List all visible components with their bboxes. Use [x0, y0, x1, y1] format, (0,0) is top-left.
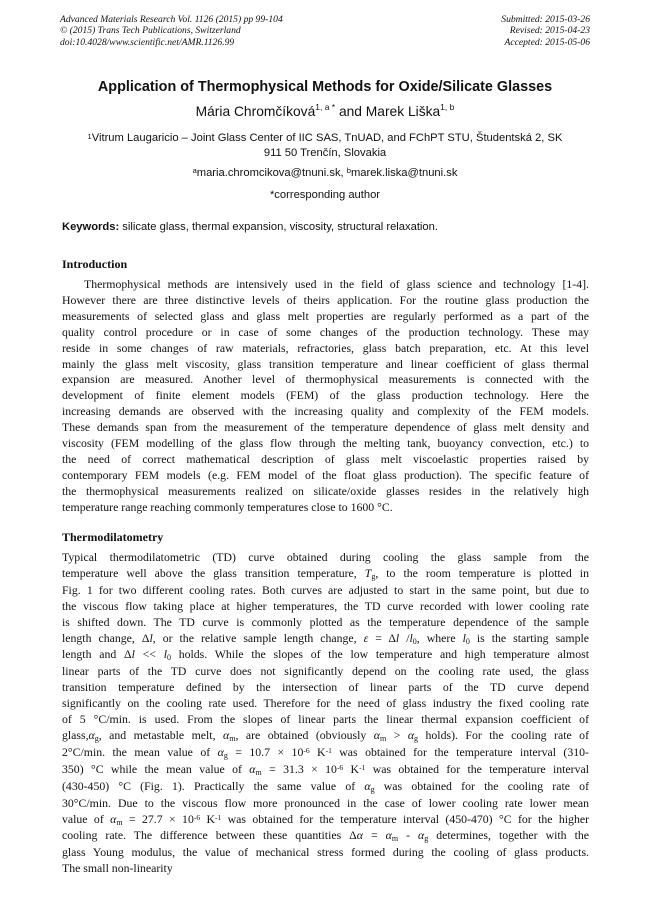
text-line: expansion are measured. Another level of thermophysical measurements is connected with the — [62, 372, 589, 387]
thermodilatometry-paragraph — [62, 550, 589, 877]
email-line — [30, 167, 620, 179]
affiliation-line: Vitrum Laugaricio – Joint Glass Center of IIC SAS, TnUAD, and FChPT STU, Študentská 2, SK — [91, 132, 563, 144]
author-affiliation-mark: 1, a * — [315, 102, 336, 112]
text-line: reside in some changes of raw materials, refractories, glass batch preparation, etc. At this level — [62, 340, 589, 355]
dates-header — [501, 14, 590, 48]
submitted-date: Submitted: 2015-03-26 — [501, 14, 590, 25]
affiliation — [62, 131, 588, 160]
text-line: is shifted down. The TD curve is commonly plotted as the temperature dependence of the sample — [62, 614, 589, 629]
text-line: significantly on the cooling rate used. Therefore for the need of glass industry the fixed cooling rate — [62, 696, 589, 711]
paper-title: Application of Thermophysical Methods for Oxide/Silicate Glasses — [97, 79, 553, 95]
affiliation-line: 911 50 Trenčín, Slovakia — [263, 146, 387, 159]
text-line: However there are three distinctive levels of theirs application. For the routine glass production the — [62, 292, 589, 307]
email-mark: b — [346, 166, 351, 175]
author-name: Mária Chromčíková — [195, 104, 316, 119]
text-line: the need of correct mathematical description of glass melt viscoelastic properties raised by — [62, 451, 589, 466]
author-email: maria.chromcikova@tnuni.sk, — [196, 167, 347, 179]
doi-line: doi:10.4028/www.scientific.net/AMR.1126.99 — [60, 36, 235, 48]
text-line: length and $\Delta l << l_0$ holds. While the slopes of the low temperature and high temperature almost — [62, 647, 589, 663]
text-line: Thermophysical methods are intensively used in the field of glass science and technology [1-4]. — [84, 277, 589, 291]
text-line: length change, Δl, or the relative sample length change, ε = Δl $/l_0$, where $l_0$ is the starting sample — [62, 630, 589, 646]
text-line: value of $\alpha_m = 27.7 \times 10^{-6}$ $K^{-1}$ was obtained for the temperature interval (450-470) °C for the higher — [62, 811, 590, 827]
text-line: linear parts of the TD curve does not significantly depend on the cooling rate used, the glass — [62, 664, 589, 679]
section-heading-thermodilatometry: Thermodilatometry — [62, 530, 164, 544]
text-line: 2°C/min. the mean value of $\alpha_g = 10.7 \times 10^{-6}$ $K^{-1}$ was obtained for the temperature interval (310- — [62, 744, 589, 760]
accepted-date: Accepted: 2015-05-06 — [504, 36, 590, 48]
author-email: marek.liska@tnuni.sk — [350, 167, 458, 179]
author-line — [30, 104, 620, 119]
introduction-paragraph — [62, 277, 589, 516]
section-heading-introduction: Introduction — [62, 257, 128, 271]
text-line: measurements of selected glass and glass melt properties are regularly performed as a part of the — [62, 308, 589, 323]
text-line: transition temperature defined by the intersection of linear parts of the TD curve depend — [62, 680, 589, 695]
text-line: 350) °C while the mean value of $\alpha_m = 31.3 \times 10^{-6}$ $K^{-1}$ was obtained for the temperature interval — [62, 761, 589, 777]
text-line: 30°C/min. Due to the viscous flow more pronounced in the case of lower cooling rate lower mean — [62, 795, 589, 810]
journal-header — [60, 14, 283, 48]
journal-citation: Advanced Materials Research Vol. 1126 (2015) pp 99-104 — [60, 14, 283, 25]
keywords-label: Keywords: — [62, 221, 120, 233]
text-line: the thermophysical measurements realized on silicate/oxide glasses resides in the relatively high — [62, 483, 589, 498]
corresponding-author-note: *corresponding author — [269, 189, 381, 201]
author-affiliation-mark: 1, b — [440, 102, 455, 112]
text-line: cooling rate. The difference between these quantities $\Delta\alpha = \alpha_m - \alpha_g$ determines, together with the — [62, 828, 589, 844]
copyright-line: © (2015) Trans Tech Publications, Switzerland — [60, 25, 241, 37]
author-conjunction: and — [335, 104, 366, 119]
author-name: Marek Liška — [365, 104, 441, 119]
text-line: temperature range reaching commonly temperatures close to 1600 °C. — [62, 499, 393, 514]
text-line: (430-450) °C (Fig. 1). Practically the same value of $\alpha_g$ was obtained for the cooling rate of — [62, 778, 589, 794]
text-line: mainly the glass melt viscosity, glass transition temperature and linear coefficient of glass thermal — [62, 356, 589, 371]
text-line: the viscous flow taking place at higher temperatures, the TD curve recorded with lower cooling rate — [62, 598, 589, 613]
keywords-text: silicate glass, thermal expansion, viscosity, structural relaxation. — [119, 221, 438, 233]
text-line: development of finite element models (FEM) of the glass production technology. Here the — [62, 388, 589, 403]
text-line: of 5 °C/min. is used. From the slopes of linear parts the linear thermal expansion coefficient of — [62, 712, 589, 727]
text-line: The small non-linearity — [62, 861, 173, 876]
text-line: contemporary FEM models (e.g. FEM model of the float glass production). The specific feature of — [62, 467, 589, 482]
text-line: quality control procedure or in case of some changes of the production technology. These may — [62, 324, 589, 339]
email-mark: a — [192, 166, 197, 175]
text-line: $glass,\alpha_g$, and metastable melt, $\alpha_m$, are obtained (obviously $\alpha_m > \alpha_g$ holds). For the cooling rate of — [62, 727, 590, 743]
affiliation-mark: 1 — [87, 132, 92, 141]
keywords — [62, 221, 590, 233]
text-line: Typical thermodilatometric (TD) curve obtained during cooling the glass sample from the — [62, 550, 589, 564]
revised-date: Revised: 2015-04-23 — [509, 25, 590, 37]
text-line: These demands span from the measurement of the temperature dependence of glass melt density and — [62, 420, 589, 435]
text-line: temperature well above the glass transition temperature, $T_g$, to the room temperature is plotted in — [62, 565, 589, 581]
text-line: increasing demands are observed with the increasing quality and complexity of the FEM models. — [62, 404, 589, 419]
text-line: glass Young modulus, the value of mechanical stress formed during the cooling of glass products. — [62, 845, 589, 860]
text-line: viscosity (FEM modelling of the glass flow through the melting tank, buoyancy convection, etc.) to — [62, 436, 589, 451]
text-line: Fig. 1 for two different cooling rates. Both curves are adjusted to start in the same point, but due to — [62, 582, 589, 597]
